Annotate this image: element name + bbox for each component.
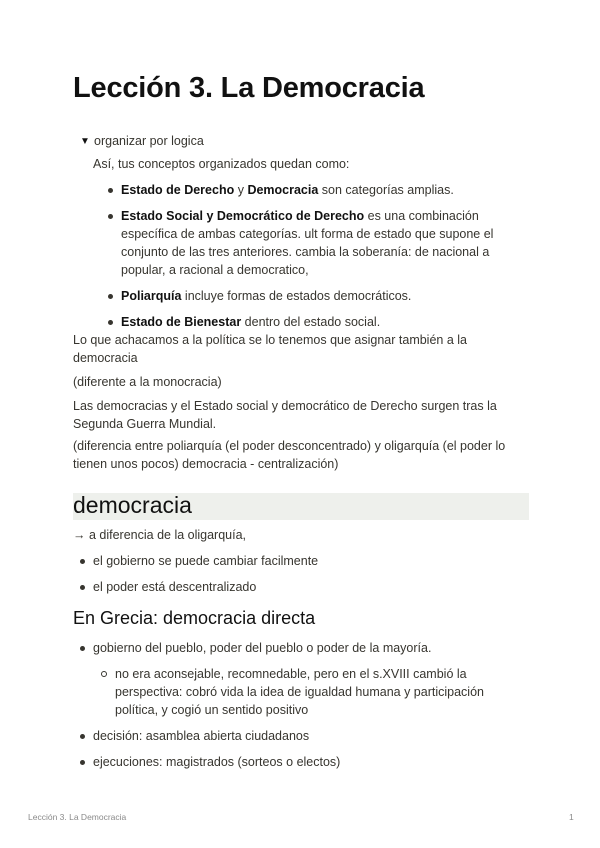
list-text: decisión: asamblea abierta ciudadanos [93,729,310,743]
paragraph: Las democracias y el Estado social y democrático de Derecho surgen tras la Segunda Guerra Mundial. [73,399,497,431]
bold-term: Estado Social y Democrático de Derecho [121,209,365,223]
bullet-icon [108,188,113,193]
bullet-icon [108,214,113,219]
list-text: incluye formas de estados democráticos. [181,289,412,303]
list-item [93,181,529,199]
bold-term: Estado de Bienestar [121,315,242,329]
list-item [93,287,529,305]
bullet-icon [80,734,85,739]
bullet-icon [80,646,85,651]
bullet-icon [80,559,85,564]
bold-term: Democracia [247,183,319,197]
bullet-icon [108,294,113,299]
subsection-heading: En Grecia: democracia directa [73,608,316,628]
bullet-icon [108,320,113,325]
list-item [73,578,529,596]
section-intro: → a diferencia de la oligarquía, [73,528,247,542]
toggle-intro: Así, tus conceptos organizados quedan como: [93,157,350,171]
paragraph: (diferencia entre poliarquía (el poder desconcentrado) y oligarquía (el poder lo tienen unos pocos) democracia - centralización) [73,439,506,471]
paragraph: (diferente a la monocracia) [73,375,222,389]
footer-title: Lección 3. La Democracia [28,812,127,822]
section-content [73,526,529,596]
list-item [73,727,529,745]
list-text: el gobierno se puede cambiar facilmente [93,554,319,568]
bold-term: Estado de Derecho [121,183,235,197]
list-text: es una combinación específica de ambas categorías. ult forma de estado que supone el conjunto de las tres anteriores. cambia la soberanía: de nacional a popular, a racional a democratico, [121,209,494,277]
page-title: Lección 3. La Democracia [73,72,425,104]
list-item [93,313,529,331]
sub-list-item [73,665,529,719]
list-text: son categorías amplias. [318,183,454,197]
toggle-header[interactable] [80,133,529,149]
toggle-block [80,133,529,329]
bullet-icon [80,585,85,590]
bullet-icon [80,760,85,765]
section-heading [73,493,529,520]
toggle-content [93,155,529,331]
page-number: 1 [569,812,574,822]
toggle-label: organizar por logica [94,134,204,148]
list-text: y [234,183,248,197]
list-item [73,639,529,657]
bold-term: Poliarquía [121,289,182,303]
list-item [93,207,529,279]
list-text: ejecuciones: magistrados (sorteos o electos) [93,755,341,769]
list-item [73,552,529,570]
list-item [73,753,529,771]
section-heading-text: democracia [73,492,192,518]
list-text: gobierno del pueblo, poder del pueblo o poder de la mayoría. [93,641,432,655]
subsection-content [73,639,529,771]
hollow-bullet-icon [101,671,107,677]
triangle-down-icon[interactable]: ▼ [80,135,90,147]
list-text: dentro del estado social. [241,315,381,329]
paragraph: Lo que achacamos a la política se lo tenemos que asignar también a la democracia [73,333,467,365]
list-text: el poder está descentralizado [93,580,257,594]
list-text: no era aconsejable, recomnedable, pero en el s.XVIII cambió la perspectiva: cobró vida la idea de igualdad humana y participación política, y cogió un sentido positivo [115,667,484,717]
